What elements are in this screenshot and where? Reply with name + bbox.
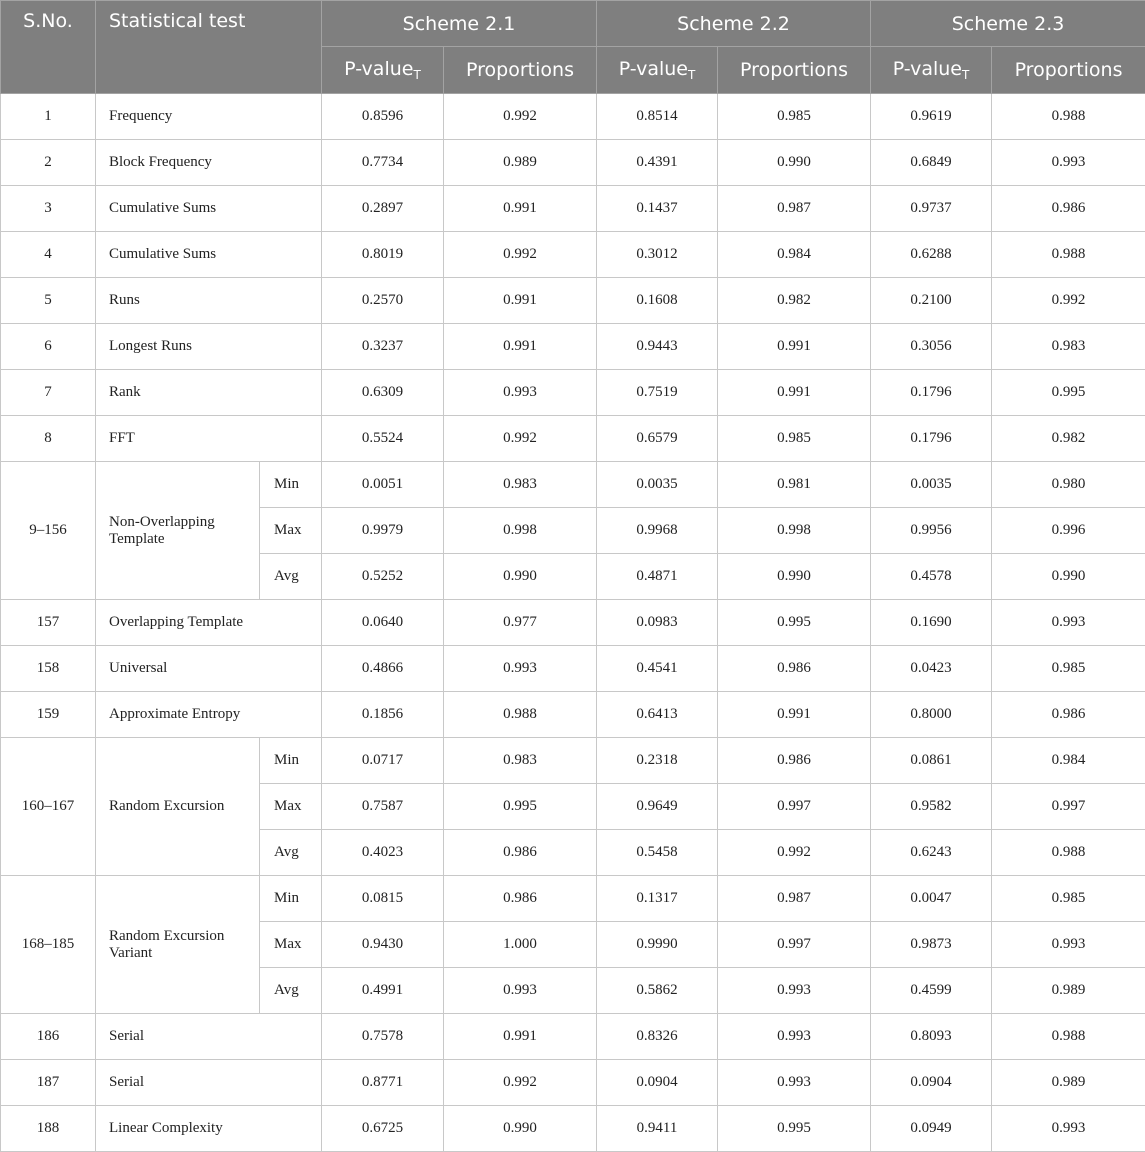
table-row bbox=[1, 94, 1145, 140]
proportion-2-2-cell: 0.982 bbox=[718, 278, 871, 324]
pvalue-2-1-cell: 0.6725 bbox=[322, 1106, 444, 1152]
sno-cell: 168–185 bbox=[1, 876, 96, 1014]
test-name-cell: Cumulative Sums bbox=[96, 232, 322, 278]
pvalue-2-3-cell: 0.9956 bbox=[871, 508, 992, 554]
sno-cell: 7 bbox=[1, 370, 96, 416]
proportion-2-2-cell: 0.986 bbox=[718, 738, 871, 784]
test-name-cell: Block Frequency bbox=[96, 140, 322, 186]
pvalue-2-1-cell: 0.3237 bbox=[322, 324, 444, 370]
pvalue-2-3-cell: 0.1796 bbox=[871, 416, 992, 462]
proportion-2-3-cell: 0.984 bbox=[992, 738, 1145, 784]
proportion-2-1-cell: 0.983 bbox=[444, 738, 597, 784]
pvalue-2-3-cell: 0.9619 bbox=[871, 94, 992, 140]
proportion-2-1-cell: 0.992 bbox=[444, 94, 597, 140]
pvalue-2-1-cell: 0.2897 bbox=[322, 186, 444, 232]
proportion-2-2-cell: 0.990 bbox=[718, 554, 871, 600]
proportion-2-3-cell: 0.989 bbox=[992, 1060, 1145, 1106]
pvalue-2-2-cell: 0.8514 bbox=[597, 94, 718, 140]
pvalue-2-1-cell: 0.9979 bbox=[322, 508, 444, 554]
table-row bbox=[1, 370, 1145, 416]
proportion-2-1-cell: 0.989 bbox=[444, 140, 597, 186]
table-row bbox=[1, 186, 1145, 232]
sno-cell: 1 bbox=[1, 94, 96, 140]
proportion-2-1-cell: 0.991 bbox=[444, 324, 597, 370]
proportion-2-2-cell: 0.985 bbox=[718, 94, 871, 140]
proportion-2-1-cell: 0.990 bbox=[444, 554, 597, 600]
table-row bbox=[1, 416, 1145, 462]
proportion-2-2-cell: 0.995 bbox=[718, 1106, 871, 1152]
sno-cell: 9–156 bbox=[1, 462, 96, 600]
proportion-2-3-cell: 0.985 bbox=[992, 876, 1145, 922]
proportion-2-1-cell: 0.993 bbox=[444, 370, 597, 416]
pvalue-2-2-cell: 0.9968 bbox=[597, 508, 718, 554]
pvalue-2-2-cell: 0.1317 bbox=[597, 876, 718, 922]
sno-cell: 4 bbox=[1, 232, 96, 278]
pvalue-2-3-cell: 0.0949 bbox=[871, 1106, 992, 1152]
proportion-2-1-cell: 0.991 bbox=[444, 1014, 597, 1060]
pvalue-2-1-cell: 0.0051 bbox=[322, 462, 444, 508]
sno-cell: 3 bbox=[1, 186, 96, 232]
proportion-2-3-cell: 0.985 bbox=[992, 646, 1145, 692]
pvalue-2-2-cell: 0.0035 bbox=[597, 462, 718, 508]
proportion-2-2-cell: 0.990 bbox=[718, 140, 871, 186]
pvalue-2-2-cell: 0.8326 bbox=[597, 1014, 718, 1060]
proportion-2-3-cell: 0.993 bbox=[992, 600, 1145, 646]
pvalue-2-1-cell: 0.0717 bbox=[322, 738, 444, 784]
pvalue-2-3-cell: 0.8000 bbox=[871, 692, 992, 738]
proportion-2-2-cell: 0.987 bbox=[718, 876, 871, 922]
test-name-cell: Frequency bbox=[96, 94, 322, 140]
proportion-2-2-cell: 0.993 bbox=[718, 1060, 871, 1106]
proportion-2-3-cell: 0.993 bbox=[992, 922, 1145, 968]
sno-cell: 159 bbox=[1, 692, 96, 738]
pvalue-2-1-cell: 0.5252 bbox=[322, 554, 444, 600]
proportion-2-3-cell: 0.995 bbox=[992, 370, 1145, 416]
sub-stat-label: Max bbox=[260, 922, 322, 968]
proportion-2-3-cell: 0.986 bbox=[992, 692, 1145, 738]
table-body bbox=[1, 94, 1145, 1152]
pvalue-2-1-cell: 0.2570 bbox=[322, 278, 444, 324]
test-name-cell: Serial bbox=[96, 1014, 322, 1060]
sub-stat-label: Max bbox=[260, 784, 322, 830]
proportion-2-3-cell: 0.993 bbox=[992, 140, 1145, 186]
proportion-2-1-cell: 0.988 bbox=[444, 692, 597, 738]
pvalue-2-1-cell: 0.7587 bbox=[322, 784, 444, 830]
pvalue-2-3-cell: 0.3056 bbox=[871, 324, 992, 370]
proportions-header: Proportions bbox=[444, 47, 597, 94]
pvalue-2-2-cell: 0.6413 bbox=[597, 692, 718, 738]
proportion-2-1-cell: 0.986 bbox=[444, 830, 597, 876]
proportion-2-3-cell: 0.988 bbox=[992, 1014, 1145, 1060]
test-name-cell: Approximate Entropy bbox=[96, 692, 322, 738]
sno-cell: 160–167 bbox=[1, 738, 96, 876]
pvalue-2-2-cell: 0.0904 bbox=[597, 1060, 718, 1106]
pvalue-2-3-cell: 0.6243 bbox=[871, 830, 992, 876]
proportion-2-1-cell: 0.991 bbox=[444, 278, 597, 324]
pvalue-2-3-cell: 0.6288 bbox=[871, 232, 992, 278]
sub-stat-label: Avg bbox=[260, 554, 322, 600]
pvalue-2-2-cell: 0.9990 bbox=[597, 922, 718, 968]
proportion-2-1-cell: 0.991 bbox=[444, 186, 597, 232]
proportion-2-3-cell: 0.988 bbox=[992, 232, 1145, 278]
proportion-2-1-cell: 0.995 bbox=[444, 784, 597, 830]
pvalue-2-2-cell: 0.1608 bbox=[597, 278, 718, 324]
sno-cell: 157 bbox=[1, 600, 96, 646]
test-name-cell: FFT bbox=[96, 416, 322, 462]
proportion-2-1-cell: 0.990 bbox=[444, 1106, 597, 1152]
test-name-cell: Cumulative Sums bbox=[96, 186, 322, 232]
table-row bbox=[1, 462, 1145, 508]
pvalue-2-1-cell: 0.8596 bbox=[322, 94, 444, 140]
pvalue-2-3-cell: 0.1690 bbox=[871, 600, 992, 646]
proportion-2-2-cell: 0.986 bbox=[718, 646, 871, 692]
proportion-2-3-cell: 0.992 bbox=[992, 278, 1145, 324]
pvalue-2-1-cell: 0.8771 bbox=[322, 1060, 444, 1106]
test-name-cell: Non-Overlapping Template bbox=[96, 462, 260, 600]
sub-stat-label: Max bbox=[260, 508, 322, 554]
table-row bbox=[1, 140, 1145, 186]
statistical-test-header: Statistical test bbox=[96, 1, 322, 94]
pvalue-2-3-cell: 0.0861 bbox=[871, 738, 992, 784]
proportion-2-3-cell: 0.982 bbox=[992, 416, 1145, 462]
proportion-2-3-cell: 0.996 bbox=[992, 508, 1145, 554]
pvalue-2-3-cell: 0.1796 bbox=[871, 370, 992, 416]
sub-stat-label: Min bbox=[260, 462, 322, 508]
pvalue-2-1-cell: 0.1856 bbox=[322, 692, 444, 738]
table-row bbox=[1, 324, 1145, 370]
table-row bbox=[1, 876, 1145, 922]
proportion-2-2-cell: 0.993 bbox=[718, 968, 871, 1014]
proportion-2-1-cell: 0.983 bbox=[444, 462, 597, 508]
proportion-2-2-cell: 0.998 bbox=[718, 508, 871, 554]
test-name-cell: Overlapping Template bbox=[96, 600, 322, 646]
test-name-cell: Runs bbox=[96, 278, 322, 324]
sno-cell: 186 bbox=[1, 1014, 96, 1060]
sno-cell: 158 bbox=[1, 646, 96, 692]
pvalue-2-3-cell: 0.0423 bbox=[871, 646, 992, 692]
proportion-2-2-cell: 0.981 bbox=[718, 462, 871, 508]
proportion-2-1-cell: 0.992 bbox=[444, 416, 597, 462]
proportion-2-3-cell: 0.983 bbox=[992, 324, 1145, 370]
pvalue-2-2-cell: 0.9411 bbox=[597, 1106, 718, 1152]
proportion-2-1-cell: 0.977 bbox=[444, 600, 597, 646]
pvalue-2-2-cell: 0.0983 bbox=[597, 600, 718, 646]
sno-cell: 2 bbox=[1, 140, 96, 186]
pvalue-2-1-cell: 0.4991 bbox=[322, 968, 444, 1014]
proportion-2-2-cell: 0.985 bbox=[718, 416, 871, 462]
pvalue-2-1-cell: 0.8019 bbox=[322, 232, 444, 278]
pvalue-2-2-cell: 0.1437 bbox=[597, 186, 718, 232]
proportion-2-2-cell: 0.992 bbox=[718, 830, 871, 876]
pvalue-2-3-cell: 0.8093 bbox=[871, 1014, 992, 1060]
proportions-header: Proportions bbox=[718, 47, 871, 94]
proportion-2-1-cell: 0.993 bbox=[444, 968, 597, 1014]
pvalue-2-3-cell: 0.4599 bbox=[871, 968, 992, 1014]
proportion-2-1-cell: 0.998 bbox=[444, 508, 597, 554]
proportion-2-3-cell: 0.997 bbox=[992, 784, 1145, 830]
test-name-cell: Random Excursion Variant bbox=[96, 876, 260, 1014]
table-row bbox=[1, 1060, 1145, 1106]
pvalue-2-2-cell: 0.4541 bbox=[597, 646, 718, 692]
table-row bbox=[1, 738, 1145, 784]
pvalue-2-1-cell: 0.0640 bbox=[322, 600, 444, 646]
test-name-cell: Rank bbox=[96, 370, 322, 416]
pvalue-header: P-value$_T$ bbox=[322, 47, 444, 94]
pvalue-2-1-cell: 0.9430 bbox=[322, 922, 444, 968]
proportion-2-1-cell: 0.992 bbox=[444, 232, 597, 278]
sno-header: S.No. bbox=[1, 1, 96, 94]
scheme-2-2-header: Scheme 2.2 bbox=[597, 1, 871, 47]
table-row bbox=[1, 232, 1145, 278]
proportion-2-2-cell: 0.984 bbox=[718, 232, 871, 278]
test-name-cell: Linear Complexity bbox=[96, 1106, 322, 1152]
proportion-2-3-cell: 0.993 bbox=[992, 1106, 1145, 1152]
test-name-cell: Universal bbox=[96, 646, 322, 692]
test-name-cell: Serial bbox=[96, 1060, 322, 1106]
proportion-2-2-cell: 0.997 bbox=[718, 784, 871, 830]
pvalue-2-3-cell: 0.9737 bbox=[871, 186, 992, 232]
table-row bbox=[1, 1014, 1145, 1060]
pvalue-header: P-value$_T$ bbox=[871, 47, 992, 94]
pvalue-2-2-cell: 0.4391 bbox=[597, 140, 718, 186]
test-name-cell: Longest Runs bbox=[96, 324, 322, 370]
table-header bbox=[1, 1, 1145, 94]
proportion-2-1-cell: 1.000 bbox=[444, 922, 597, 968]
pvalue-2-1-cell: 0.6309 bbox=[322, 370, 444, 416]
proportion-2-2-cell: 0.993 bbox=[718, 1014, 871, 1060]
sno-cell: 6 bbox=[1, 324, 96, 370]
pvalue-2-2-cell: 0.2318 bbox=[597, 738, 718, 784]
sub-stat-label: Avg bbox=[260, 968, 322, 1014]
test-name-cell: Random Excursion bbox=[96, 738, 260, 876]
pvalue-2-3-cell: 0.4578 bbox=[871, 554, 992, 600]
pvalue-2-1-cell: 0.7734 bbox=[322, 140, 444, 186]
proportion-2-3-cell: 0.990 bbox=[992, 554, 1145, 600]
proportion-2-3-cell: 0.988 bbox=[992, 94, 1145, 140]
pvalue-header: P-value$_T$ bbox=[597, 47, 718, 94]
pvalue-2-2-cell: 0.9649 bbox=[597, 784, 718, 830]
scheme-2-1-header: Scheme 2.1 bbox=[322, 1, 597, 47]
proportion-2-1-cell: 0.992 bbox=[444, 1060, 597, 1106]
sno-cell: 8 bbox=[1, 416, 96, 462]
pvalue-2-1-cell: 0.7578 bbox=[322, 1014, 444, 1060]
pvalue-2-2-cell: 0.5862 bbox=[597, 968, 718, 1014]
proportion-2-3-cell: 0.989 bbox=[992, 968, 1145, 1014]
table-row bbox=[1, 278, 1145, 324]
proportion-2-2-cell: 0.991 bbox=[718, 692, 871, 738]
proportion-2-2-cell: 0.987 bbox=[718, 186, 871, 232]
pvalue-2-1-cell: 0.5524 bbox=[322, 416, 444, 462]
sno-cell: 188 bbox=[1, 1106, 96, 1152]
proportion-2-2-cell: 0.995 bbox=[718, 600, 871, 646]
sub-stat-label: Avg bbox=[260, 830, 322, 876]
pvalue-2-3-cell: 0.0047 bbox=[871, 876, 992, 922]
proportion-2-2-cell: 0.991 bbox=[718, 370, 871, 416]
sno-cell: 5 bbox=[1, 278, 96, 324]
table-row bbox=[1, 692, 1145, 738]
proportion-2-1-cell: 0.986 bbox=[444, 876, 597, 922]
proportion-2-3-cell: 0.986 bbox=[992, 186, 1145, 232]
pvalue-2-3-cell: 0.0904 bbox=[871, 1060, 992, 1106]
table-row bbox=[1, 600, 1145, 646]
proportion-2-1-cell: 0.993 bbox=[444, 646, 597, 692]
table-row bbox=[1, 1106, 1145, 1152]
pvalue-2-2-cell: 0.4871 bbox=[597, 554, 718, 600]
sub-stat-label: Min bbox=[260, 876, 322, 922]
proportion-2-3-cell: 0.980 bbox=[992, 462, 1145, 508]
pvalue-2-2-cell: 0.3012 bbox=[597, 232, 718, 278]
pvalue-2-2-cell: 0.9443 bbox=[597, 324, 718, 370]
pvalue-2-3-cell: 0.0035 bbox=[871, 462, 992, 508]
proportion-2-2-cell: 0.991 bbox=[718, 324, 871, 370]
pvalue-2-3-cell: 0.2100 bbox=[871, 278, 992, 324]
pvalue-2-3-cell: 0.9873 bbox=[871, 922, 992, 968]
pvalue-2-2-cell: 0.5458 bbox=[597, 830, 718, 876]
scheme-2-3-header: Scheme 2.3 bbox=[871, 1, 1145, 47]
pvalue-2-2-cell: 0.7519 bbox=[597, 370, 718, 416]
sub-stat-label: Min bbox=[260, 738, 322, 784]
table-row bbox=[1, 646, 1145, 692]
pvalue-2-3-cell: 0.6849 bbox=[871, 140, 992, 186]
sno-cell: 187 bbox=[1, 1060, 96, 1106]
pvalue-2-3-cell: 0.9582 bbox=[871, 784, 992, 830]
pvalue-2-1-cell: 0.0815 bbox=[322, 876, 444, 922]
proportions-header: Proportions bbox=[992, 47, 1145, 94]
pvalue-2-2-cell: 0.6579 bbox=[597, 416, 718, 462]
proportion-2-2-cell: 0.997 bbox=[718, 922, 871, 968]
pvalue-2-1-cell: 0.4866 bbox=[322, 646, 444, 692]
proportion-2-3-cell: 0.988 bbox=[992, 830, 1145, 876]
pvalue-2-1-cell: 0.4023 bbox=[322, 830, 444, 876]
